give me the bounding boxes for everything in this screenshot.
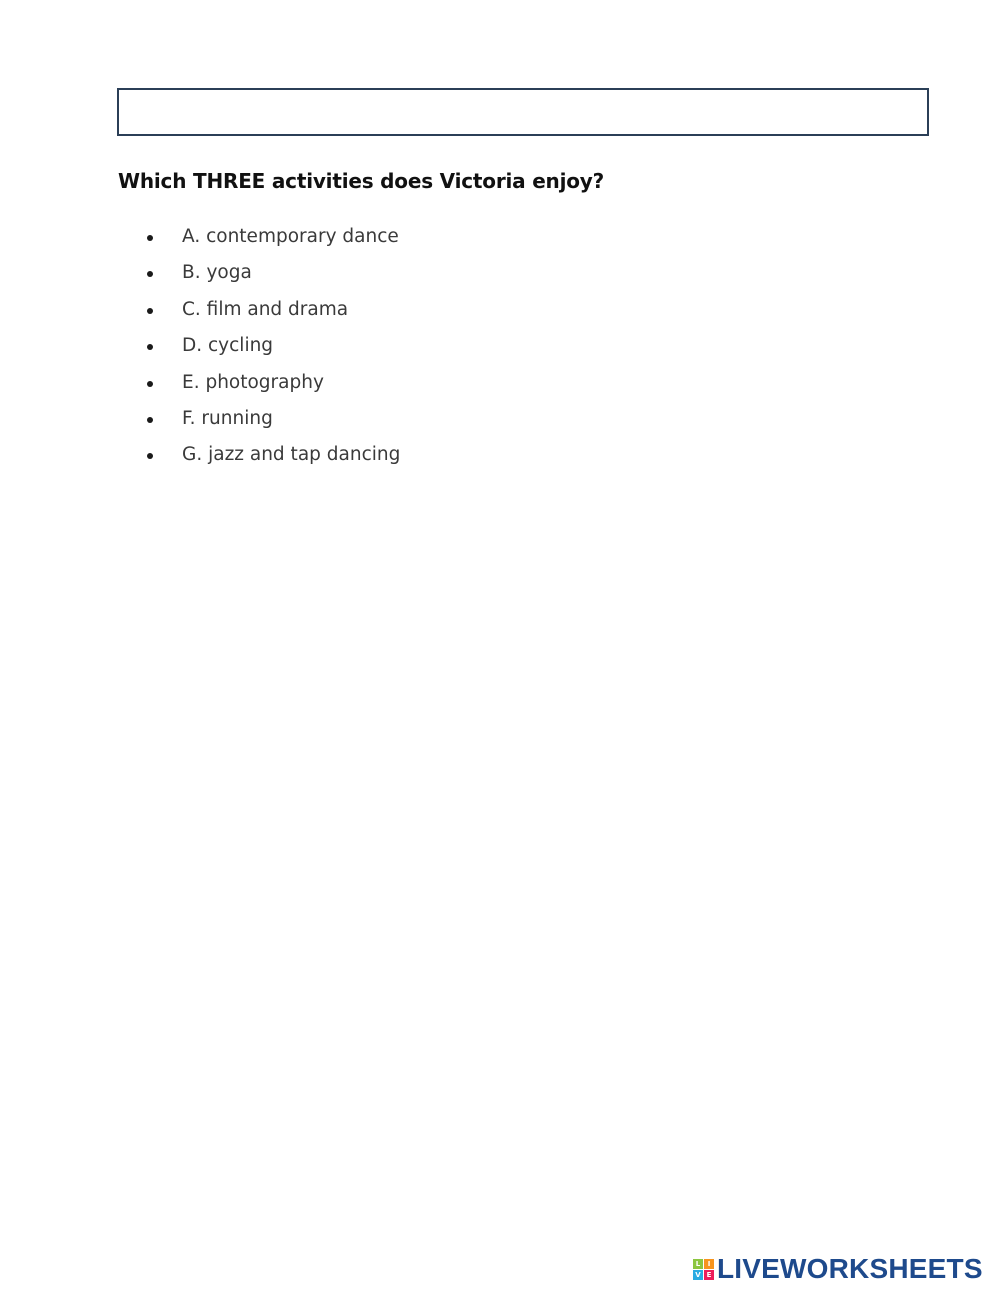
- logo-mark-tile: E: [704, 1270, 714, 1280]
- logo-mark-tile: I: [704, 1259, 714, 1269]
- option-label: E. photography: [182, 371, 324, 393]
- logo-mark-tile: L: [693, 1259, 703, 1269]
- option-label: G. jazz and tap dancing: [182, 444, 401, 466]
- logo-mark-tile: V: [693, 1270, 703, 1280]
- bullet-icon: [147, 308, 153, 314]
- logo-mark-icon: [693, 1259, 714, 1280]
- bullet-icon: [147, 417, 153, 423]
- option-label: D. cycling: [182, 335, 274, 357]
- bullet-icon: [147, 381, 153, 387]
- option-label: B. yoga: [182, 262, 252, 284]
- bullet-icon: [147, 344, 153, 350]
- bullet-icon: [147, 453, 153, 459]
- bullet-icon: [147, 271, 153, 277]
- liveworksheets-logo: [693, 1254, 983, 1284]
- logo-text: LIVEWORKSHEETS: [717, 1253, 983, 1284]
- bullet-icon: [147, 235, 153, 241]
- option-label: F. running: [182, 407, 273, 429]
- option-label: C. film and drama: [182, 298, 349, 320]
- answer-input-box[interactable]: [117, 88, 929, 136]
- question-heading: Which THREE activities does Victoria enjoy?: [118, 169, 605, 193]
- option-label: A. contemporary dance: [182, 226, 399, 247]
